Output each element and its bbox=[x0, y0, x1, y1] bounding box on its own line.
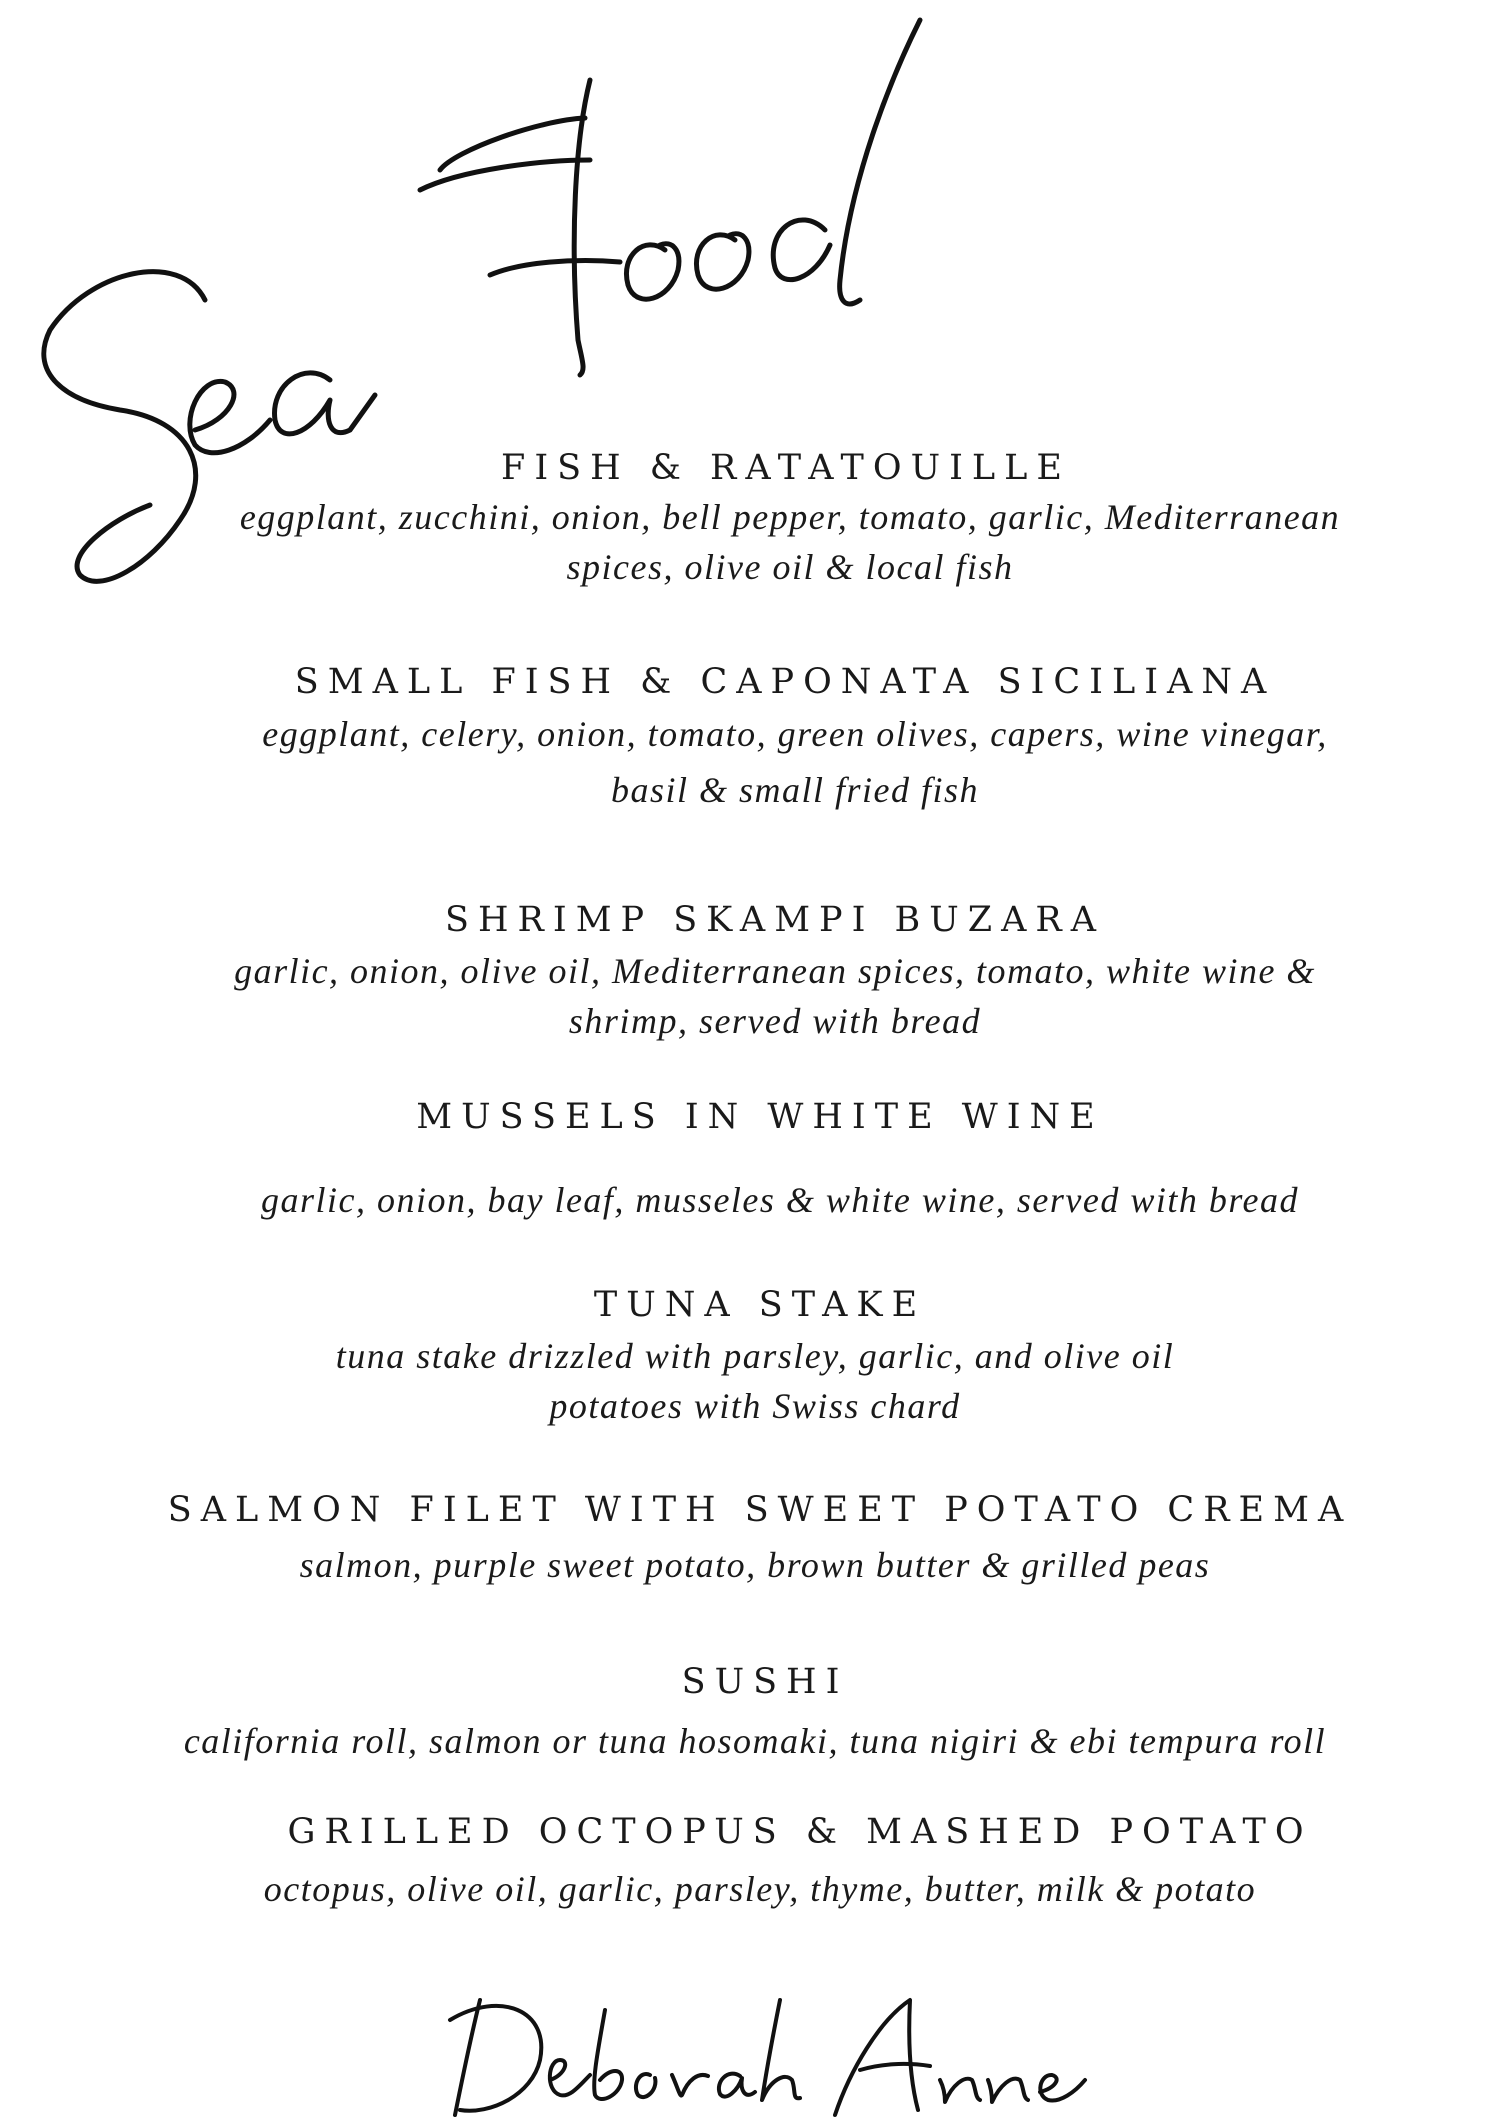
dish-description: tuna stake drizzled with parsley, garlic, and olive oil potatoes with Swiss chard bbox=[335, 1336, 1175, 1426]
dish-description: garlic, onion, olive oil, Mediterranean spices, tomato, white wine & shrimp, served with bread bbox=[234, 951, 1316, 1041]
dish-name: TUNA STAKE bbox=[593, 1285, 927, 1325]
menu-item-shrimp-skampi-buzara bbox=[0, 900, 1500, 1046]
menu-item-mussels-white-wine bbox=[0, 1097, 1500, 1225]
dish-description: california roll, salmon or tuna hosomaki, tuna nigiri & ebi tempura roll bbox=[183, 1721, 1327, 1761]
dish-name: SUSHI bbox=[681, 1662, 849, 1702]
menu-item-fish-ratatouille bbox=[0, 448, 1500, 592]
menu-item-salmon-filet bbox=[0, 1490, 1500, 1590]
menu-item-tuna-stake bbox=[0, 1285, 1500, 1431]
dish-name: GRILLED OCTOPUS & MASHED POTATO bbox=[287, 1812, 1313, 1852]
dish-description: garlic, onion, bay leaf, musseles & white wine, served with bread bbox=[260, 1180, 1300, 1220]
dish-description: salmon, purple sweet potato, brown butter & grilled peas bbox=[299, 1545, 1211, 1585]
dish-name: MUSSELS IN WHITE WINE bbox=[416, 1097, 1104, 1137]
dish-name: FISH & RATATOUILLE bbox=[501, 448, 1071, 488]
menu-item-small-fish-caponata bbox=[0, 662, 1500, 818]
menu-item-sushi bbox=[0, 1662, 1500, 1766]
dish-name: SMALL FISH & CAPONATA SICILIANA bbox=[294, 662, 1276, 702]
dish-description: eggplant, celery, onion, tomato, green olives, capers, wine vinegar, basil & small fried fish bbox=[262, 714, 1328, 810]
dish-description: octopus, olive oil, garlic, parsley, thyme, butter, milk & potato bbox=[263, 1869, 1257, 1909]
dish-description: eggplant, zucchini, onion, bell pepper, tomato, garlic, Mediterranean spices, olive oil & local fish bbox=[239, 497, 1341, 587]
dish-name: SALMON FILET WITH SWEET POTATO CREMA bbox=[167, 1490, 1353, 1530]
dish-name: SHRIMP SKAMPI BUZARA bbox=[445, 900, 1105, 940]
menu-item-grilled-octopus bbox=[0, 1812, 1500, 1914]
signature bbox=[440, 1980, 1100, 2120]
